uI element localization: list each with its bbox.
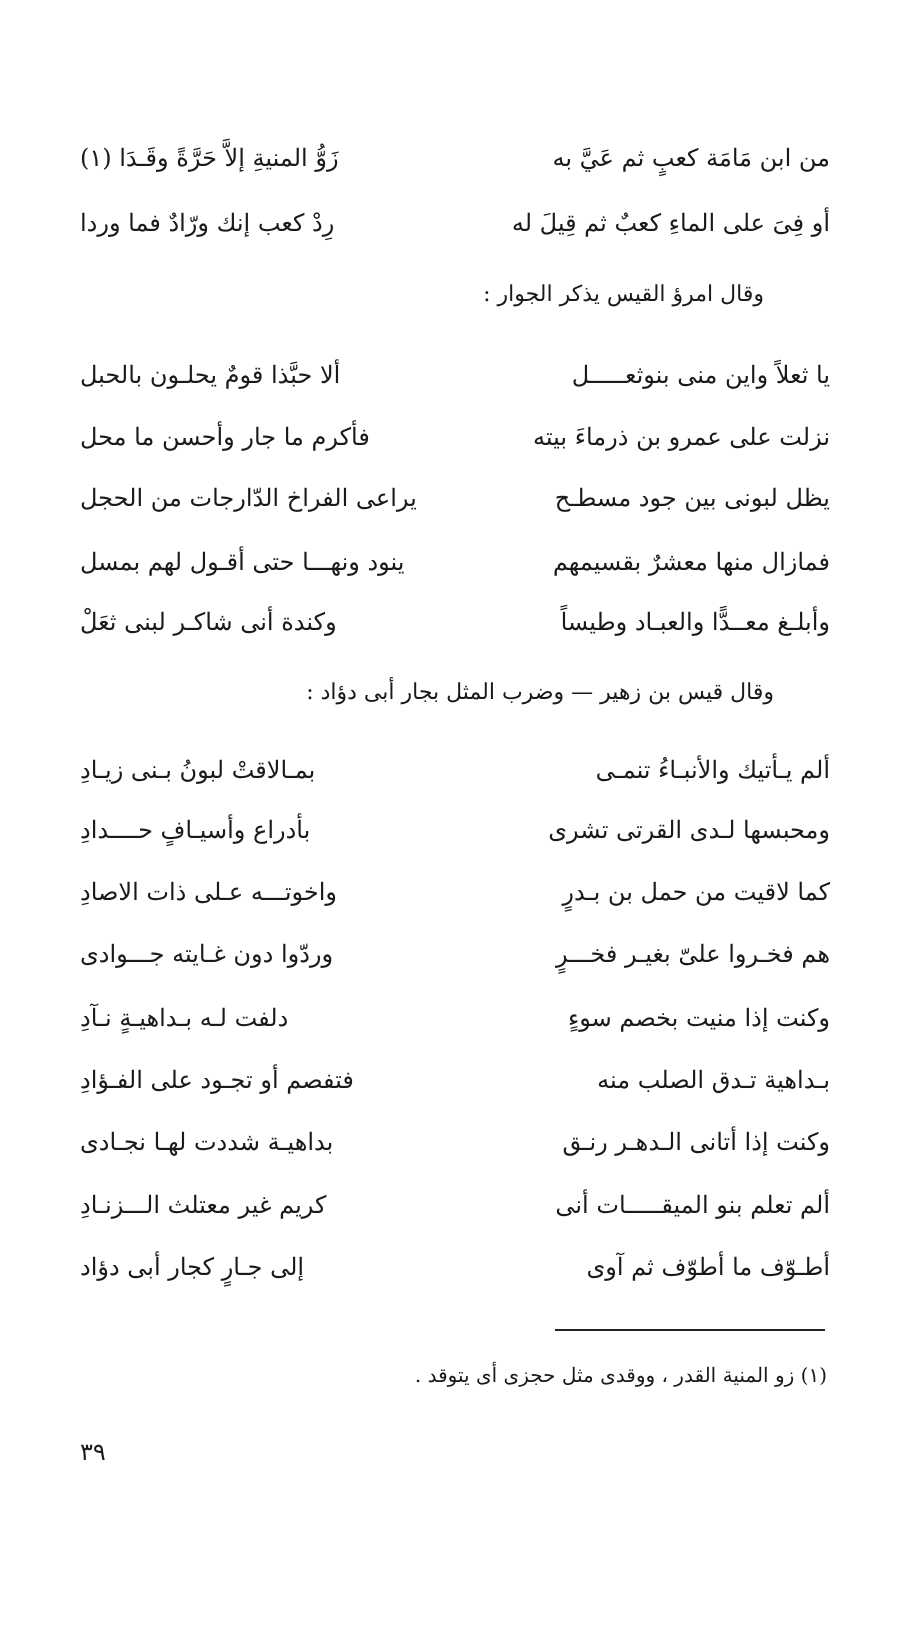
section-intro-qays-bin-zuhayr: وقال قيس بن زهير — وضرب المثل بجار أبى دؤاد : [306, 680, 774, 705]
verse-second-hemistich: دلفت لـه بـداهيـةٍ نـآدِ [80, 1004, 289, 1032]
verse-first-hemistich: نزلت على عمرو بن ذرماءَ بيته [533, 423, 830, 451]
verse-line [80, 532, 830, 592]
verse-line [80, 862, 830, 922]
verse-line [80, 407, 830, 467]
verse-line [80, 1237, 830, 1297]
verse-line [80, 592, 830, 652]
verse-first-hemistich: وكنت إذا منيت بخصم سوءٍ [567, 1004, 830, 1032]
verse-line [80, 1050, 830, 1110]
verse-second-hemistich: زَوُّ المنيةِ إلاَّ حَرَّةً وقَـدَا (١) [80, 144, 339, 172]
verse-second-hemistich: كريم غير معتلث الـــزنـادِ [80, 1191, 327, 1219]
footnote-divider [555, 1329, 825, 1331]
verse-second-hemistich: ينود ونهـــا حتى أقـول لهم بمسل [80, 548, 405, 576]
verse-first-hemistich: أطـوّف ما أطوّف ثم آوى [586, 1253, 830, 1281]
footnote: (١) زو المنية القدر ، ووقدى مثل حجزى أى يتوقد . [414, 1363, 827, 1387]
verse-second-hemistich: فتفصم أو تجـود على الفـؤادِ [80, 1066, 354, 1094]
verse-second-hemistich: وكندة أنى شاكـر لبنى ثعَلْ [80, 608, 337, 636]
verse-first-hemistich: هم فخـروا علىّ بغيـر فخـــرٍ [556, 940, 830, 968]
verse-line [80, 345, 830, 405]
verse-second-hemistich: بمـالاقتْ لبونُ بـنى زيـادِ [80, 756, 316, 784]
verse-second-hemistich: يراعى الفراخ الدّارجات من الحجل [80, 484, 417, 512]
verse-first-hemistich: فمازال منها معشرٌ بقسيمهم [552, 548, 830, 576]
verse-first-hemistich: ألم يـأتيك والأنبـاءُ تنمـى [595, 756, 830, 784]
verse-first-hemistich: يظل لبونى بين جود مسطـح [554, 484, 830, 512]
verse-line [80, 740, 830, 800]
verse-first-hemistich: أو فِىَ على الماءِ كعبٌ ثم قِيلَ له [511, 209, 830, 237]
verse-first-hemistich: وأبلـغ معــدًّا والعبـاد وطيساً [560, 608, 830, 636]
verse-line [80, 1112, 830, 1172]
verse-line [80, 468, 830, 528]
verse-second-hemistich: ألا حبَّذا قومٌ يحلـون بالحبل [80, 361, 341, 389]
verse-first-hemistich: ومحبسها لـدى القرتى تشرى [548, 816, 830, 844]
verse-first-hemistich: ألم تعلم بنو الميقـــــات أنى [555, 1191, 830, 1219]
verse-first-hemistich: بـداهية تـدق الصلب منه [597, 1066, 830, 1094]
verse-line [80, 924, 830, 984]
verse-line [80, 128, 830, 188]
verse-second-hemistich: فأكرم ما جار وأحسن ما محل [80, 423, 370, 451]
verse-second-hemistich: بداهيـة شددت لهـا نجـادى [80, 1128, 334, 1156]
verse-line [80, 193, 830, 253]
verse-second-hemistich: واخوتـــه عـلى ذات الاصادِ [80, 878, 338, 906]
section-intro-imru-al-qays: وقال امرؤ القيس يذكر الجوار : [483, 282, 764, 307]
verse-second-hemistich: بأدراع وأسيـافٍ حــــدادِ [80, 816, 311, 844]
page-number: ٣٩ [80, 1438, 106, 1466]
verse-line [80, 1175, 830, 1235]
verse-first-hemistich: وكنت إذا أتانى الـدهـر رنـق [562, 1128, 830, 1156]
verse-line [80, 988, 830, 1048]
verse-first-hemistich: يا ثعلاً واين منى بنوثعـــــل [571, 361, 830, 389]
verse-second-hemistich: إلى جـارٍ كجار أبى دؤاد [80, 1253, 305, 1281]
verse-second-hemistich: رِدْ كعب إنك ورّادٌ فما وردا [80, 209, 335, 237]
verse-first-hemistich: من ابن مَامَة كعبٍ ثم عَيَّ به [552, 144, 830, 172]
verse-first-hemistich: كما لاقيت من حمل بن بـدرٍ [562, 878, 830, 906]
verse-second-hemistich: وردّوا دون غـايته جـــوادى [80, 940, 334, 968]
verse-line [80, 800, 830, 860]
